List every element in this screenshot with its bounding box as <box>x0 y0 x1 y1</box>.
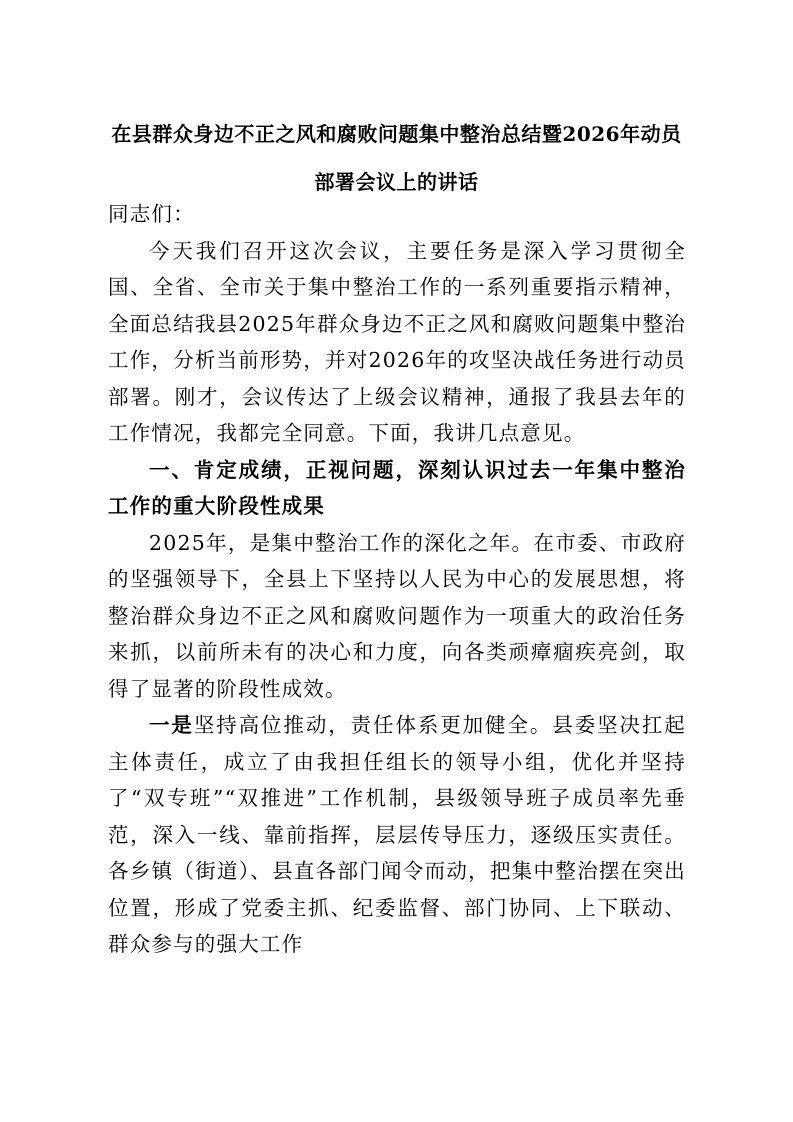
intro-paragraph: 今天我们召开这次会议，主要任务是深入学习贯彻全国、全省、全市关于集中整治工作的一系列重要指示精神，全面总结我县2025年群众身边不正之风和腐败问题集中整治工作，分析当前形势，并对2026年的攻坚决战任务进行动员部署。刚才，会议传达了上级会议精神，通报了我县去年的工作情况，我都完全同意。下面，我讲几点意见。 <box>108 238 686 445</box>
document-title: 在县群众身边不正之风和腐败问题集中整治总结暨2026年动员部署会议上的讲话 <box>111 122 682 194</box>
section-heading: 一、肯定成绩，正视问题，深刻认识过去一年集中整治工作的重大阶段性成果 <box>108 457 686 518</box>
section-paragraph: 2025年，是集中整治工作的深化之年。在市委、市政府的坚强领导下，全县上下坚持以人民为中心的发展思想，将整治群众身边不正之风和腐败问题作为一项重大的政治任务来抓，以前所未有的决心和力度，向各类顽瘴痼疾亮剑，取得了显著的阶段性成效。 <box>108 530 686 701</box>
document-body <box>108 196 686 963</box>
point-lead: 一是 <box>149 713 194 737</box>
point-text: 坚持高位推动，责任体系更加健全。县委坚决扛起主体责任，成立了由我担任组长的领导小组，优化并坚持了“双专班”“双推进”工作机制，县级领导班子成员率先垂范，深入一线、靠前指挥，层层传导压力，逐级压实责任。各乡镇（街道）、县直各部门闻令而动，把集中整治摆在突出位置，形成了党委主抓、纪委监督、部门协同、上下联动、群众参与的强大工作 <box>108 713 686 956</box>
greeting: 同志们： <box>108 202 195 226</box>
point-paragraph <box>108 707 686 963</box>
